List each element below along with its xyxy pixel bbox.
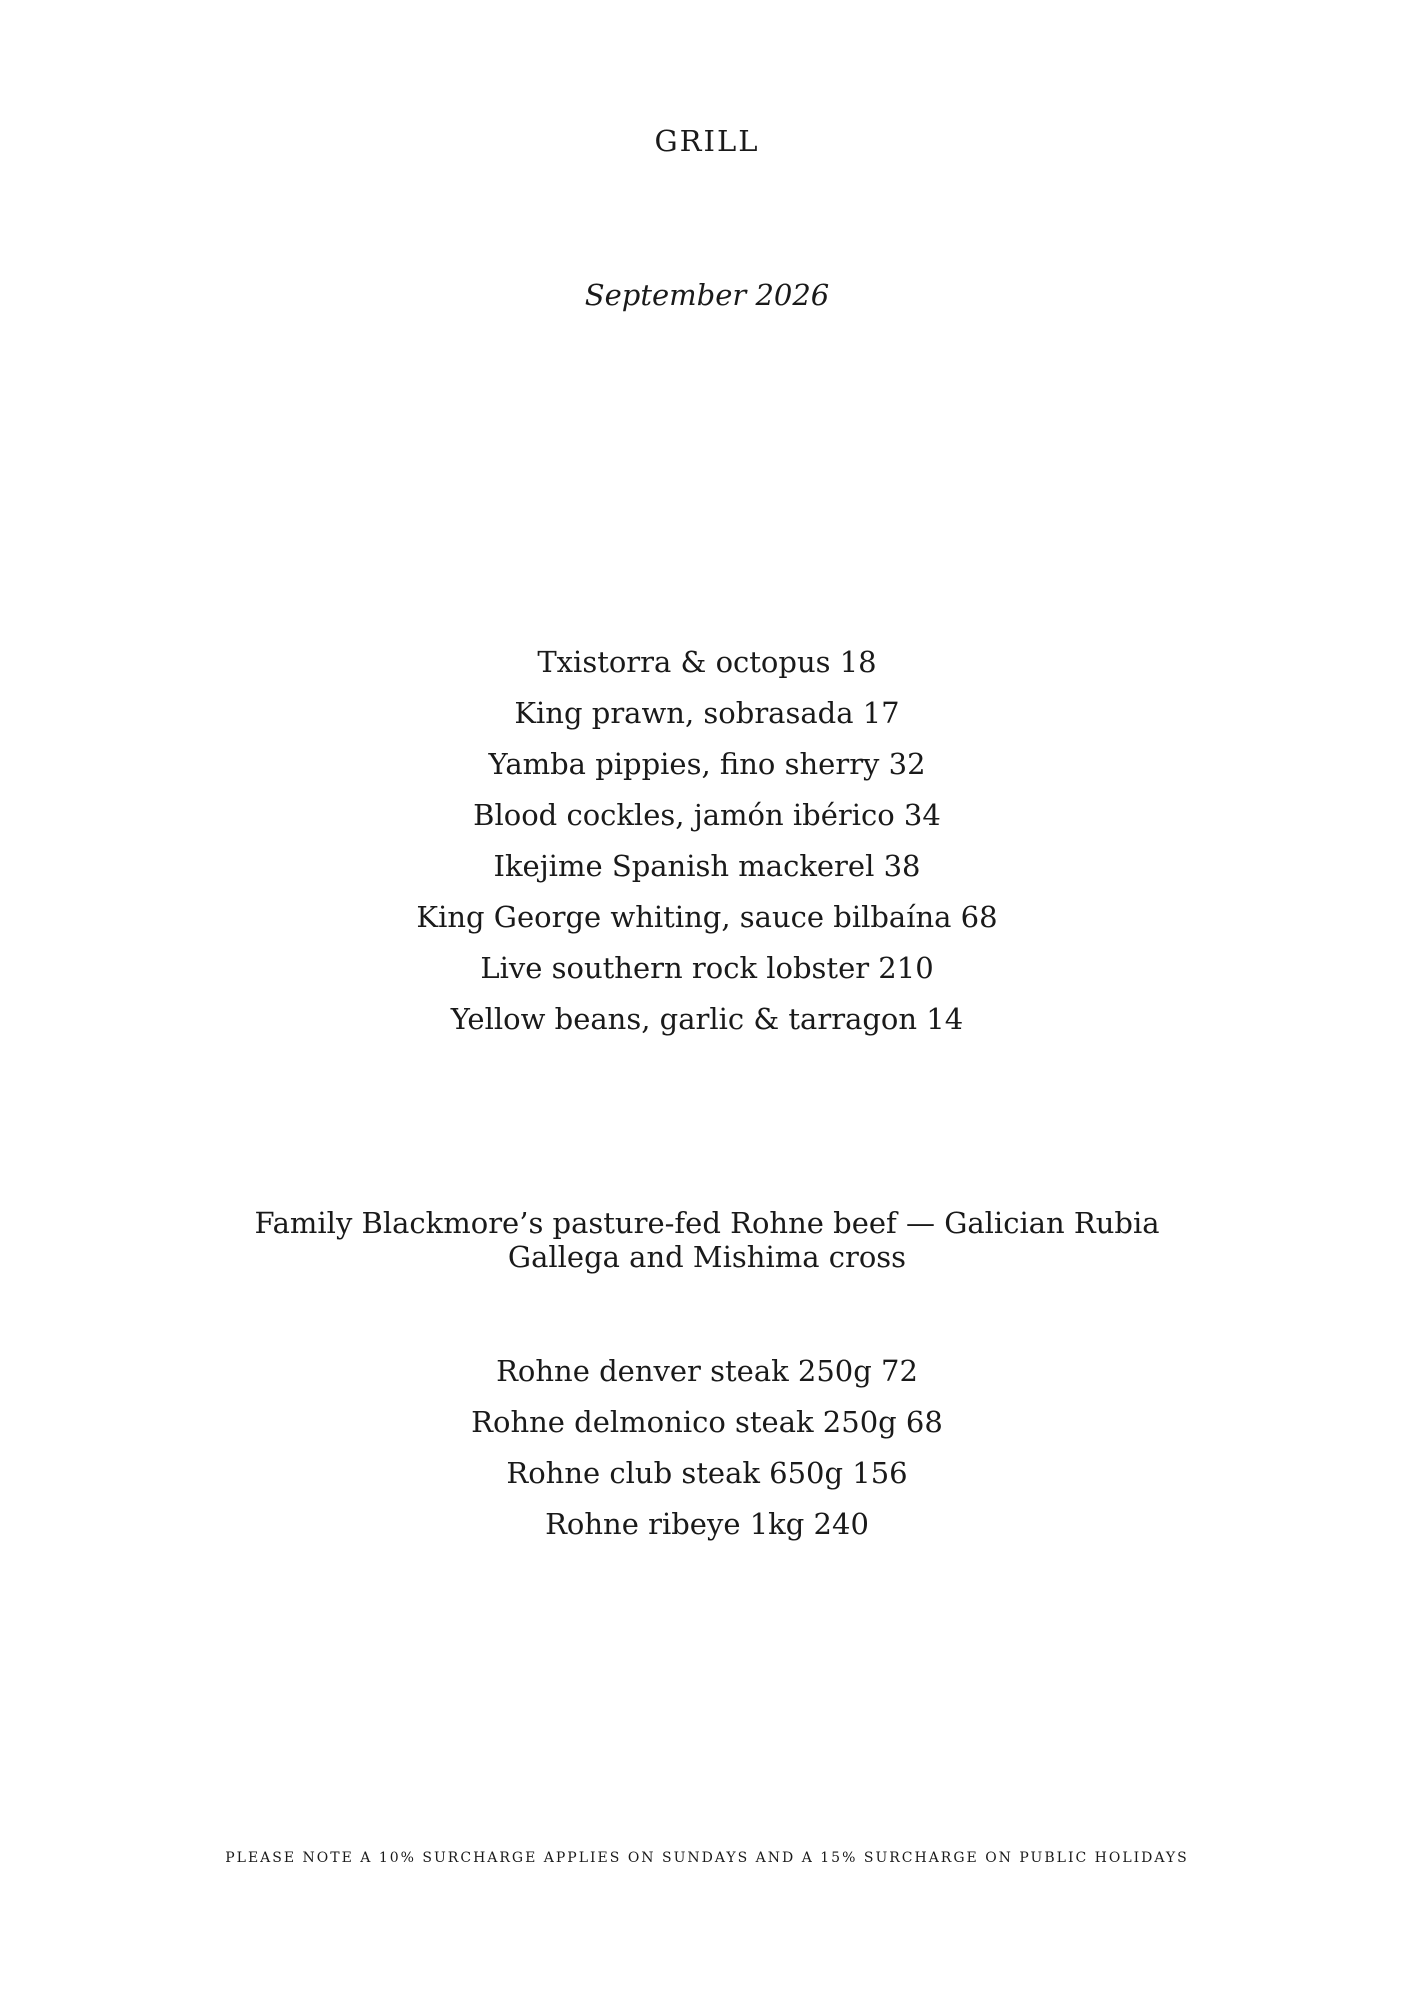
menu-item: Live southern rock lobster 210 <box>480 951 934 985</box>
beef-section-intro: Family Blackmore’s pasture-fed Rohne beef — Galician Rubia Gallega and Mishima cross <box>254 1206 1160 1274</box>
menu-item: King George whiting, sauce bilbaína 68 <box>416 900 998 934</box>
seafood-list <box>0 637 1414 1045</box>
menu-item: Rohne ribeye 1kg 240 <box>545 1507 869 1541</box>
menu-item: King prawn, sobrasada 17 <box>514 696 900 730</box>
menu-item: Rohne denver steak 250g 72 <box>496 1354 918 1388</box>
menu-date: September 2026 <box>584 278 830 312</box>
menu-title: GRILL <box>654 124 760 158</box>
menu-item: Txistorra & octopus 18 <box>537 645 877 679</box>
menu-item: Rohne club steak 650g 156 <box>506 1456 908 1490</box>
menu-item: Yamba pippies, fino sherry 32 <box>488 747 926 781</box>
steak-list <box>0 1346 1414 1550</box>
surcharge-note: PLEASE NOTE A 10% SURCHARGE APPLIES ON SUNDAYS AND A 15% SURCHARGE ON PUBLIC HOLIDAYS <box>225 1850 1189 1866</box>
menu-item: Rohne delmonico steak 250g 68 <box>471 1405 943 1439</box>
menu-item: Yellow beans, garlic & tarragon 14 <box>450 1002 964 1036</box>
menu-item: Ikejime Spanish mackerel 38 <box>493 849 921 883</box>
menu-item: Blood cockles, jamón ibérico 34 <box>473 798 941 832</box>
